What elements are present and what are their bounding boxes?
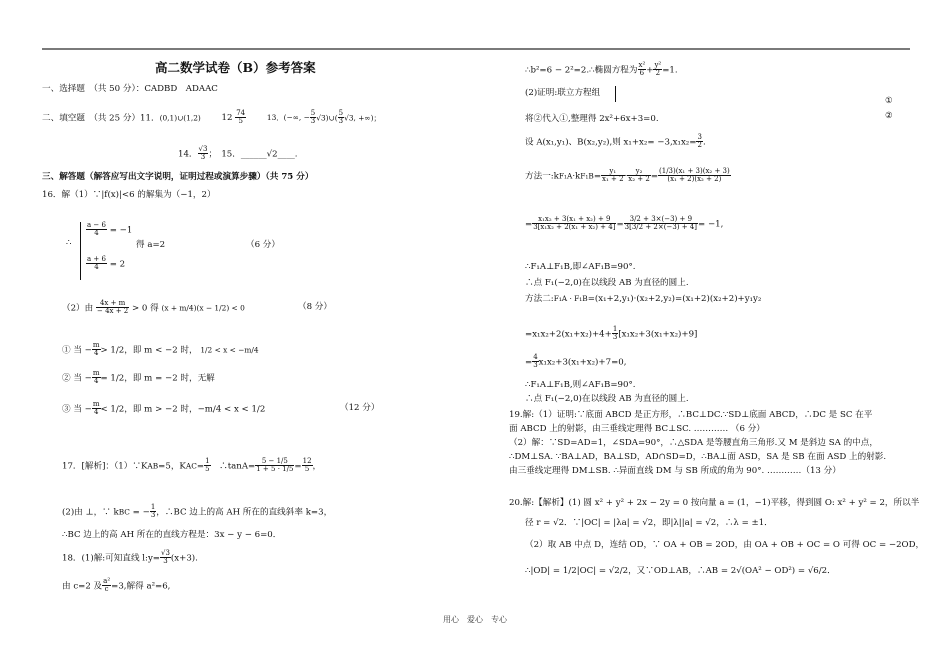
- case-3: ③ 当 − $\frac{m}{4}$ < 1/2，即 m > −2 时，−m/4 < x < 1/2: [62, 400, 266, 417]
- answer-15: √2: [266, 149, 278, 160]
- q19-line-5: 由三垂线定理得 DM⊥SB. ∴异面直线 DM 与 SB 所成的角为 90°. …………（13 分）: [509, 466, 841, 476]
- q17-part2: (2)由 ⊥，∵ kBC = − $\frac{1}{3}$ ，∴BC 边上的高 AH 所在的直线斜率 k=3，: [62, 503, 333, 520]
- perp-conclusion-1: ∴F₁A⊥F₁B,即∠AF₁B=90°.: [525, 262, 636, 272]
- answer-13-b: √3)∪(: [316, 113, 338, 123]
- method-one: 方法一:kF₁A·kF₁B= $\frac{\text{y₁}}{\text{x₁ + 2}}$ · $\frac{\text{y₂}}{\text{x₂ + 2}}$ = $\frac{\text{(1/3)(x₁ + 3)(x₂ + 3)}}{\text{(x₁ + 2)(x₂ + 2)}}$: [525, 167, 730, 184]
- q16-part2: （2）由 $\frac{4x + m}{- 4x + 2}$ > 0 得 (x + m/4)(x − 1/2) < 0: [62, 299, 245, 316]
- circle-conclusion-2: ∴点 F₁(−2,0)在以线段 AB 为直径的圆上.: [525, 394, 689, 404]
- q14-label: 14．: [178, 149, 198, 160]
- method-two-cont: =x₁x₂+2(x₁+x₂)+4+ $\frac{1}{3}$ [x₁x₂+3(x₁+x₂)+9]: [525, 325, 698, 342]
- q16-head: 16．解（1）∵|f(x)|<6 的解集为（−1，2）: [42, 190, 216, 200]
- section-solve: 三、解答题（解答应写出文字说明，证明过程或演算步骤）（共 75 分）: [42, 172, 314, 182]
- q19-line-1: 19.解:（1）证明:∵底面 ABCD 是正方形，∴BC⊥DC.∵SD⊥底面 ABCD，∴DC 是 SC 在平: [509, 410, 873, 420]
- case-1: ① 当 − $\frac{m}{4}$ > 1/2，即 m < −2 时， 1/2 < x < −m/4: [62, 341, 259, 358]
- circle-conclusion-1: ∴点 F₁(−2,0)在以线段 AB 为直径的圆上.: [525, 278, 689, 288]
- answer-13-a: 13．(−∞, −: [266, 113, 310, 123]
- method-two-result: = $\frac{4}{3}$ x₁x₂+3(x₁+x₂)+7=0,: [525, 353, 627, 370]
- system-brace: [80, 222, 81, 280]
- q20-line-4: ∴|OD| = 1/2|OC| = √2/2，又∵OD⊥AB，∴AB = 2√(OA² − OD²) = √6/2．: [525, 566, 836, 576]
- answer-13-frac: $\frac{5}{3}$: [310, 109, 316, 126]
- proof-brace: [615, 86, 616, 102]
- q15-label: ； 15．: [208, 149, 241, 160]
- system-eq1: $\frac{a - 6}{4}$ = −1: [87, 221, 133, 238]
- fill-label: 二、填空题 （共 25 分）11．: [42, 113, 160, 124]
- page-title: 高二数学试卷（B）参考答案: [155, 60, 316, 75]
- method-one-cont: = $\frac{\text{x₁x₂ + 3(x₁ + x₂) + 9}}{\text{3[x₁x₂ + 2(x₁ + x₂) + 4]}}$ = $\frac{3/2 + 3\times(-3) + 9}{3[3/2 + 2\times(-3) + 4]}$ = −1,: [525, 215, 724, 232]
- answer-13-c: √3, +∞)；: [344, 113, 381, 123]
- q19-line-4: ∴DM⊥SA. ∵BA⊥AD，BA⊥SD，AD∩SD=D，∴BA⊥面 ASD，SA 是 SB 在面 ASD 上的射影.: [509, 452, 887, 462]
- fill-14-15: [178, 146, 298, 162]
- answer-13-frac2: $\frac{5}{3}$: [338, 109, 344, 126]
- vieta-line: 设 A(x₁,y₁)、B(x₂,y₂),则 x₁+x₂= −3,x₁x₂= $\frac{3}{2}$ .: [525, 133, 706, 150]
- result-a: 得 a=2: [136, 240, 166, 250]
- answer-14: $\frac{√3}{3}$: [198, 145, 208, 162]
- answer-11: (0,1)∪(1,2): [159, 113, 201, 123]
- case-2: ② 当 − $\frac{m}{4}$ = 1/2，即 m = −2 时，无解: [62, 369, 215, 386]
- q18-line: 18．(1)解:可知直线 l:y= $\frac{√3}{3}$ (x+3).: [62, 549, 198, 566]
- answer-12: $\frac{74}{5}$: [236, 109, 246, 126]
- q15-blank: ______: [240, 149, 267, 160]
- q20-line-1: 20.解:【解析】(1) 圆 x² + y² + 2x − 2y = 0 按向量 a = (1，−1)平移，得到圆 O: x² + y² = 2，所以半: [509, 498, 920, 508]
- q17-line-eq: ∴BC 边上的高 AH 所在的直线方程是：3x − y − 6=0．: [62, 530, 282, 540]
- system-eq2: $\frac{a + 6}{4}$ = 2: [87, 255, 126, 272]
- perp-conclusion-2: ∴F₁A⊥F₁B,则∠AF₁B=90°.: [525, 380, 636, 390]
- q20-line-2: 径 r = √2．∵|OC| = |λa| = √2，即|λ||a| = √2，∴λ = ±1．: [525, 518, 773, 528]
- proof-system: (2)证明:联立方程组: [525, 88, 601, 98]
- substitute-line: 将②代入①,整理得 2x²+6x+3=0.: [525, 114, 659, 124]
- page-footer: 用心 爱心 专心: [443, 615, 507, 624]
- q17-part1: 17．[解析]：（1）∵KAB=5，KAC= $\frac{1}{5}$ ∴tanA= $\frac{5 - 1/5}{1 + 5 \cdot 1/5}$ = $\frac{12}{5}$ ，: [62, 457, 322, 474]
- right-column: [475, 0, 950, 671]
- section-fill: [42, 110, 381, 126]
- section-choice: 一、选择题 （共 50 分）：CADBD ADAAC: [42, 84, 218, 94]
- points-8: （8 分）: [298, 302, 332, 312]
- q20-line-3: （2）取 AB 中点 D，连结 OD，∵ OA + OB = 2OD，由 OA + OB + OC = O 可得 OC = −2OD，: [525, 540, 925, 550]
- marker-1: ①: [885, 96, 893, 106]
- therefore-symbol: ∴: [66, 238, 72, 248]
- q15-end: ____.: [277, 149, 298, 160]
- q19-line-2: 面 ABCD 上的射影，由三垂线定理得 BC⊥SC. ………… （6 分）: [509, 424, 765, 434]
- q12-label: 12: [221, 113, 233, 124]
- ellipse-eq: ∴b²=6 − 2²=2.∴椭圆方程为 $\frac{\text{x²}}{6}$ + $\frac{\text{y²}}{2}$ =1.: [525, 61, 678, 78]
- points-12: （12 分）: [340, 403, 380, 413]
- q18-solve-a: 由 c=2 及 $\frac{\text{a²}}{c}$ =3,解得 a²=6,: [62, 577, 171, 594]
- method-two: 方法二:F₁A · F₁B=(x₁+2,y₁)·(x₂+2,y₂)=(x₁+2)(x₂+2)+y₁y₂: [525, 294, 762, 304]
- marker-2: ②: [885, 111, 893, 121]
- points-6: （6 分）: [246, 240, 280, 250]
- q19-line-3: （2）解：∵SD=AD=1，∠SDA=90°，∴△SDA 是等腰直角三角形.又 M 是斜边 SA 的中点，: [509, 438, 878, 448]
